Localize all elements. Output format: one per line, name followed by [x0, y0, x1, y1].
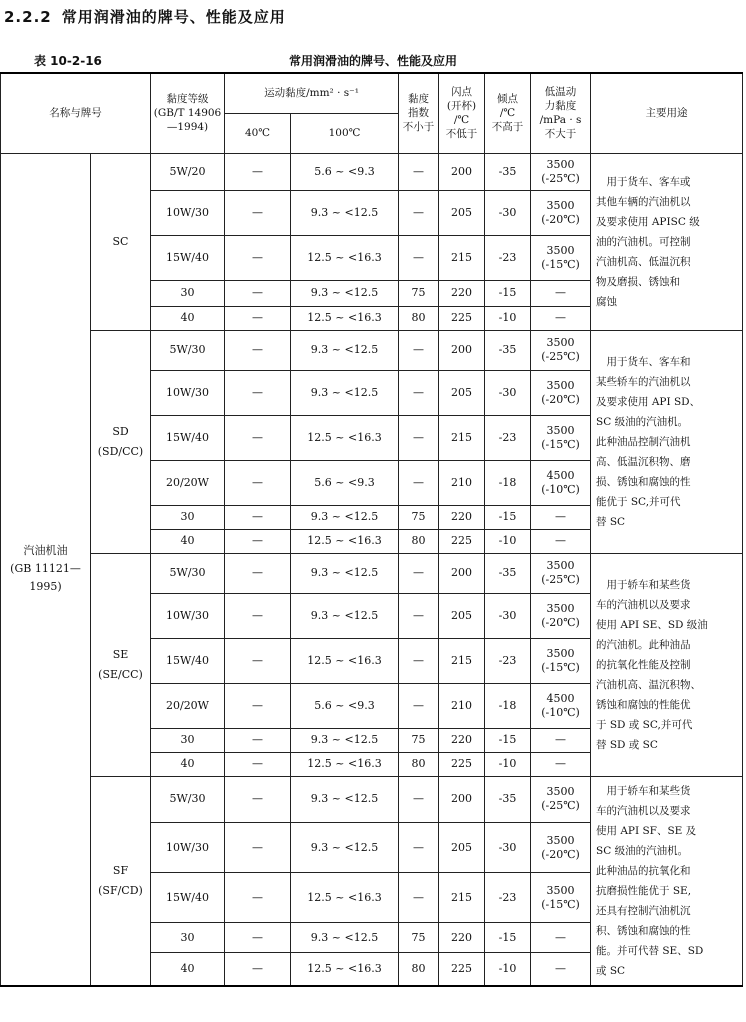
category-cell: SC — [91, 153, 151, 330]
cell-grade: 5W/20 — [151, 153, 225, 190]
header-low-temp-viscosity: 低温动 力黏度 /mPa · s 不大于 — [531, 73, 591, 153]
cell-kv40: — — [225, 728, 291, 752]
cell-pour: -10 — [485, 529, 531, 553]
cell-lt: — — [531, 529, 591, 553]
section-title: 常用润滑油的牌号、性能及应用 — [61, 8, 286, 26]
cell-pour: -15 — [485, 280, 531, 306]
cell-lt: — — [531, 505, 591, 529]
cell-kv100: 12.5 ~ <16.3 — [291, 638, 399, 683]
category-cell: SE (SE/CC) — [91, 553, 151, 776]
cell-lt: 3500 (-20℃) — [531, 190, 591, 235]
cell-vi: — — [399, 330, 439, 370]
cell-vi: 75 — [399, 728, 439, 752]
cell-kv100: 12.5 ~ <16.3 — [291, 529, 399, 553]
cell-grade: 20/20W — [151, 460, 225, 505]
cell-flash: 200 — [439, 330, 485, 370]
cell-grade: 10W/30 — [151, 593, 225, 638]
cell-flash: 210 — [439, 460, 485, 505]
cell-vi: — — [399, 460, 439, 505]
cell-grade: 10W/30 — [151, 190, 225, 235]
cell-lt: 3500 (-25℃) — [531, 330, 591, 370]
cell-grade: 15W/40 — [151, 873, 225, 923]
cell-pour: -35 — [485, 153, 531, 190]
cell-pour: -15 — [485, 505, 531, 529]
cell-vi: 80 — [399, 952, 439, 985]
usage-cell: 用于轿车和某些货 车的汽油机以及要求 使用 API SE、SD 级油 的汽油机。此种油品 的抗氧化性能及控制 汽油机高、温沉积物、 锈蚀和腐蚀的性能优 于 SD 或 SC,并可代 替 SD 或 SC — [591, 553, 743, 776]
table-row — [1, 553, 743, 593]
cell-pour: -35 — [485, 553, 531, 593]
cell-kv40: — — [225, 683, 291, 728]
cell-lt: 3500 (-25℃) — [531, 776, 591, 823]
cell-vi: — — [399, 415, 439, 460]
cell-kv40: — — [225, 415, 291, 460]
cell-grade: 30 — [151, 923, 225, 953]
header-kinematic-viscosity: 运动黏度/mm² · s⁻¹ — [225, 73, 399, 113]
cell-kv100: 9.3 ~ <12.5 — [291, 370, 399, 415]
cell-lt: 3500 (-25℃) — [531, 553, 591, 593]
cell-kv40: — — [225, 529, 291, 553]
cell-grade: 5W/30 — [151, 776, 225, 823]
cell-kv40: — — [225, 505, 291, 529]
usage-cell: 用于轿车和某些货 车的汽油机以及要求 使用 API SF、SE 及 SC 级油的汽油机。 此种油品的抗氧化和 抗磨损性能优于 SE, 还具有控制汽油机沉 积、锈蚀和腐蚀的性 能。并可代替 SE、SD 或 SC — [591, 776, 743, 986]
cell-lt: — — [531, 728, 591, 752]
cell-kv40: — — [225, 823, 291, 873]
cell-kv100: 12.5 ~ <16.3 — [291, 306, 399, 330]
cell-kv100: 9.3 ~ <12.5 — [291, 505, 399, 529]
cell-lt: 3500 (-20℃) — [531, 593, 591, 638]
section-number: 2.2.2 — [4, 8, 52, 26]
header-row-1 — [1, 73, 743, 113]
cell-kv40: — — [225, 873, 291, 923]
cell-kv100: 9.3 ~ <12.5 — [291, 776, 399, 823]
cell-pour: -10 — [485, 952, 531, 985]
cell-flash: 225 — [439, 306, 485, 330]
cell-pour: -23 — [485, 638, 531, 683]
cell-lt: 3500 (-15℃) — [531, 235, 591, 280]
cell-kv40: — — [225, 190, 291, 235]
cell-lt: — — [531, 306, 591, 330]
section-heading — [4, 6, 286, 27]
category-cell: SD (SD/CC) — [91, 330, 151, 553]
cell-grade: 15W/40 — [151, 235, 225, 280]
cell-grade: 40 — [151, 752, 225, 776]
table-row — [1, 776, 743, 823]
category-cell: SF (SF/CD) — [91, 776, 151, 986]
cell-vi: — — [399, 190, 439, 235]
cell-lt: — — [531, 752, 591, 776]
cell-flash: 215 — [439, 235, 485, 280]
cell-grade: 30 — [151, 728, 225, 752]
cell-kv40: — — [225, 553, 291, 593]
cell-kv40: — — [225, 752, 291, 776]
cell-pour: -30 — [485, 370, 531, 415]
cell-kv100: 5.6 ~ <9.3 — [291, 683, 399, 728]
cell-kv40: — — [225, 280, 291, 306]
cell-kv40: — — [225, 153, 291, 190]
header-flash-point: 闪点 (开杯) /℃ 不低于 — [439, 73, 485, 153]
cell-kv100: 12.5 ~ <16.3 — [291, 952, 399, 985]
cell-grade: 10W/30 — [151, 370, 225, 415]
cell-kv100: 9.3 ~ <12.5 — [291, 190, 399, 235]
header-kv-40: 40℃ — [225, 113, 291, 153]
cell-lt: 3500 (-20℃) — [531, 370, 591, 415]
cell-pour: -18 — [485, 460, 531, 505]
cell-vi: — — [399, 593, 439, 638]
cell-grade: 40 — [151, 529, 225, 553]
cell-pour: -23 — [485, 873, 531, 923]
lubricant-table — [0, 72, 743, 987]
cell-pour: -30 — [485, 823, 531, 873]
cell-lt: 4500 (-10℃) — [531, 460, 591, 505]
cell-vi: 75 — [399, 505, 439, 529]
cell-flash: 220 — [439, 280, 485, 306]
cell-vi: 80 — [399, 529, 439, 553]
cell-pour: -10 — [485, 752, 531, 776]
cell-flash: 210 — [439, 683, 485, 728]
cell-kv100: 5.6 ~ <9.3 — [291, 153, 399, 190]
cell-kv100: 9.3 ~ <12.5 — [291, 280, 399, 306]
cell-kv40: — — [225, 235, 291, 280]
cell-vi: — — [399, 638, 439, 683]
cell-grade: 40 — [151, 952, 225, 985]
cell-pour: -30 — [485, 190, 531, 235]
cell-flash: 225 — [439, 952, 485, 985]
cell-vi: — — [399, 683, 439, 728]
cell-flash: 225 — [439, 752, 485, 776]
cell-kv40: — — [225, 460, 291, 505]
cell-vi: 75 — [399, 280, 439, 306]
header-grade: 黏度等级 (GB/T 14906 —1994) — [151, 73, 225, 153]
cell-vi: — — [399, 776, 439, 823]
cell-kv100: 9.3 ~ <12.5 — [291, 923, 399, 953]
cell-pour: -35 — [485, 776, 531, 823]
cell-pour: -23 — [485, 235, 531, 280]
cell-vi: — — [399, 873, 439, 923]
header-usage: 主要用途 — [591, 73, 743, 153]
cell-flash: 215 — [439, 638, 485, 683]
cell-vi: — — [399, 153, 439, 190]
cell-grade: 40 — [151, 306, 225, 330]
cell-flash: 215 — [439, 873, 485, 923]
cell-grade: 15W/40 — [151, 415, 225, 460]
cell-kv100: 9.3 ~ <12.5 — [291, 553, 399, 593]
cell-kv40: — — [225, 370, 291, 415]
cell-kv100: 12.5 ~ <16.3 — [291, 235, 399, 280]
cell-kv100: 12.5 ~ <16.3 — [291, 415, 399, 460]
cell-lt: 3500 (-15℃) — [531, 873, 591, 923]
cell-flash: 215 — [439, 415, 485, 460]
product-name-cell: 汽油机油 (GB 11121— 1995) — [1, 153, 91, 986]
cell-pour: -18 — [485, 683, 531, 728]
cell-kv40: — — [225, 923, 291, 953]
cell-grade: 5W/30 — [151, 330, 225, 370]
header-pour-point: 倾点 /℃ 不高于 — [485, 73, 531, 153]
cell-pour: -15 — [485, 923, 531, 953]
cell-pour: -15 — [485, 728, 531, 752]
cell-pour: -23 — [485, 415, 531, 460]
cell-grade: 30 — [151, 505, 225, 529]
cell-vi: — — [399, 823, 439, 873]
cell-kv100: 12.5 ~ <16.3 — [291, 873, 399, 923]
cell-vi: 80 — [399, 752, 439, 776]
cell-flash: 205 — [439, 593, 485, 638]
cell-vi: 75 — [399, 923, 439, 953]
cell-lt: — — [531, 952, 591, 985]
cell-flash: 220 — [439, 923, 485, 953]
cell-flash: 220 — [439, 505, 485, 529]
cell-kv40: — — [225, 952, 291, 985]
cell-kv100: 9.3 ~ <12.5 — [291, 823, 399, 873]
cell-flash: 225 — [439, 529, 485, 553]
cell-kv40: — — [225, 306, 291, 330]
table-row — [1, 153, 743, 190]
cell-kv40: — — [225, 593, 291, 638]
cell-kv40: — — [225, 330, 291, 370]
header-kv-100: 100℃ — [291, 113, 399, 153]
cell-kv40: — — [225, 638, 291, 683]
table-id: 表 10-2-16 — [34, 54, 102, 68]
cell-flash: 205 — [439, 823, 485, 873]
header-viscosity-index: 黏度 指数 不小于 — [399, 73, 439, 153]
cell-lt: 3500 (-15℃) — [531, 415, 591, 460]
cell-vi: — — [399, 370, 439, 415]
table-title: 常用润滑油的牌号、性能及应用 — [288, 54, 457, 68]
cell-flash: 200 — [439, 553, 485, 593]
cell-pour: -30 — [485, 593, 531, 638]
cell-vi: — — [399, 235, 439, 280]
cell-flash: 220 — [439, 728, 485, 752]
cell-kv100: 12.5 ~ <16.3 — [291, 752, 399, 776]
cell-kv40: — — [225, 776, 291, 823]
cell-lt: — — [531, 280, 591, 306]
cell-flash: 200 — [439, 153, 485, 190]
cell-vi: — — [399, 553, 439, 593]
cell-kv100: 9.3 ~ <12.5 — [291, 593, 399, 638]
cell-vi: 80 — [399, 306, 439, 330]
cell-flash: 200 — [439, 776, 485, 823]
header-name: 名称与牌号 — [1, 73, 151, 153]
usage-cell: 用于货车、客车和 某些轿车的汽油机以 及要求使用 API SD、 SC 级油的汽油机。 此种油品控制汽油机 高、低温沉积物、磨 损、锈蚀和腐蚀的性 能优于 SC,并可代 替 SC — [591, 330, 743, 553]
cell-kv100: 9.3 ~ <12.5 — [291, 330, 399, 370]
cell-grade: 15W/40 — [151, 638, 225, 683]
cell-flash: 205 — [439, 190, 485, 235]
table-row — [1, 330, 743, 370]
cell-kv100: 5.6 ~ <9.3 — [291, 460, 399, 505]
cell-grade: 30 — [151, 280, 225, 306]
cell-grade: 10W/30 — [151, 823, 225, 873]
cell-lt: 3500 (-15℃) — [531, 638, 591, 683]
cell-grade: 5W/30 — [151, 553, 225, 593]
cell-pour: -35 — [485, 330, 531, 370]
cell-flash: 205 — [439, 370, 485, 415]
usage-cell: 用于货车、客车或 其他车辆的汽油机以 及要求使用 APISC 级 油的汽油机。可控制 汽油机高、低温沉积 物及磨损、锈蚀和 腐蚀 — [591, 153, 743, 330]
cell-pour: -10 — [485, 306, 531, 330]
cell-lt: 3500 (-25℃) — [531, 153, 591, 190]
cell-lt: 3500 (-20℃) — [531, 823, 591, 873]
cell-kv100: 9.3 ~ <12.5 — [291, 728, 399, 752]
cell-lt: 4500 (-10℃) — [531, 683, 591, 728]
cell-grade: 20/20W — [151, 683, 225, 728]
cell-lt: — — [531, 923, 591, 953]
